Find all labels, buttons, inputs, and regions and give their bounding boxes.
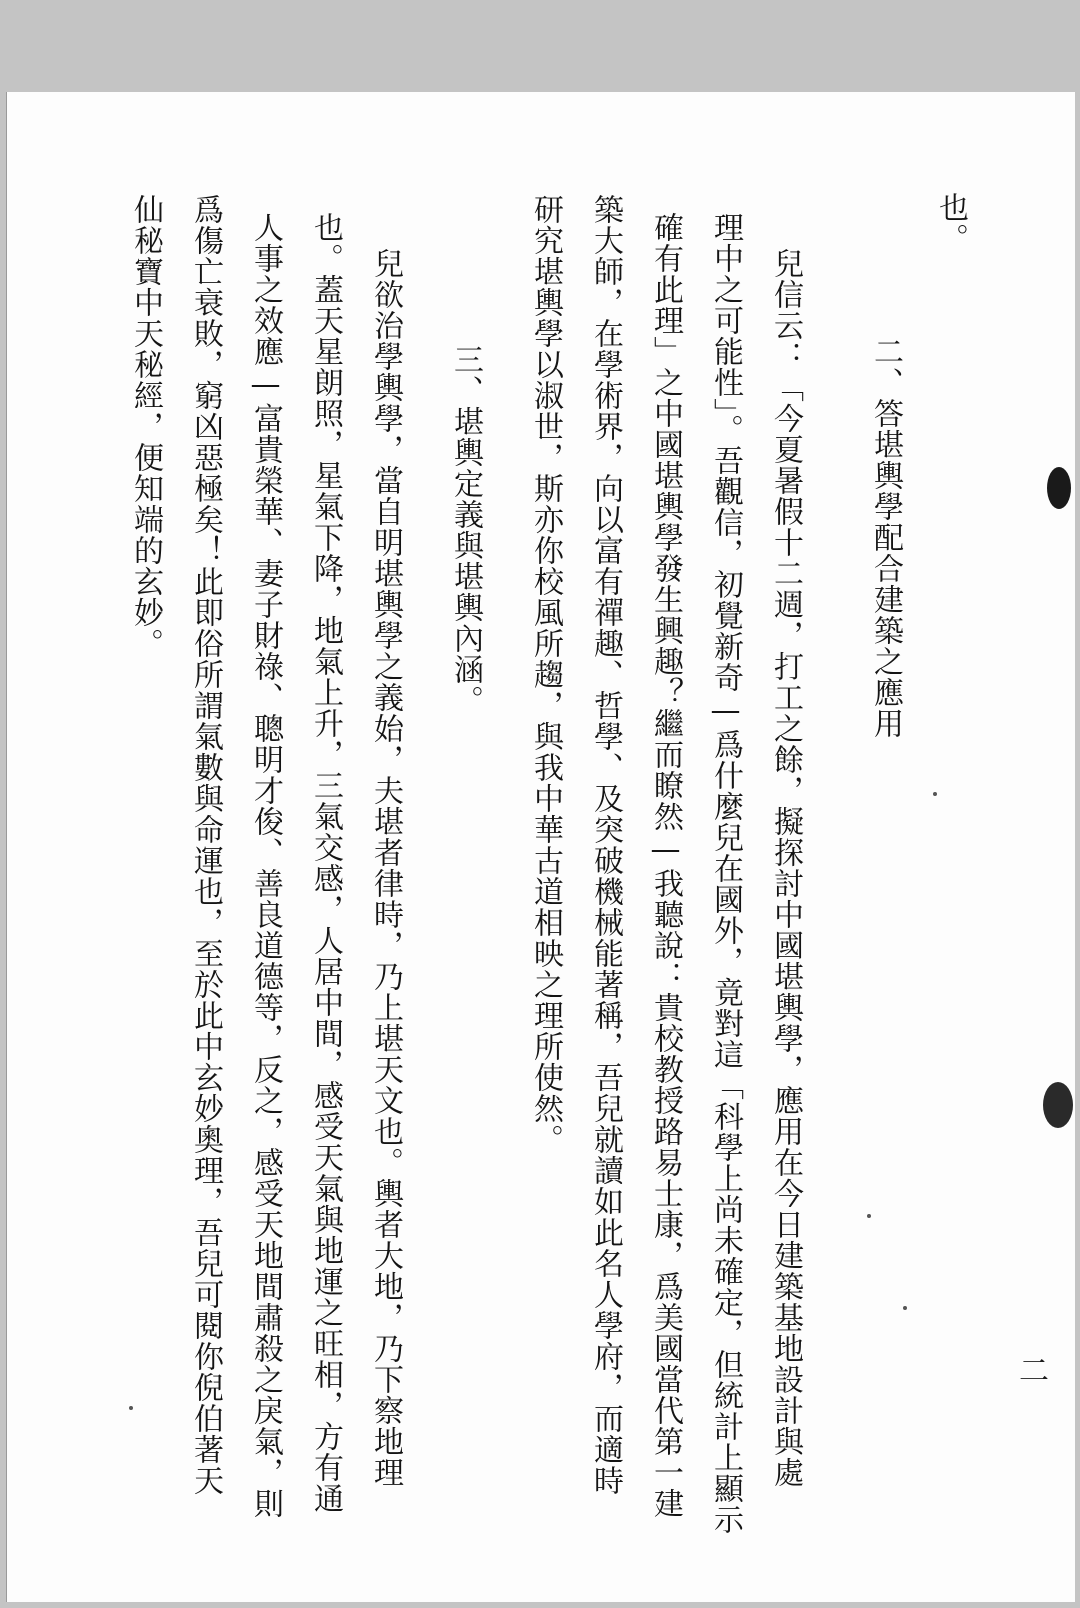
text-column-10: 也。蓋天星朗照，星氣下降，地氣上升，三氣交感，人居中間，感受天氣與地運之旺相，方有通 (308, 212, 343, 1514)
text-column-11: 人事之效應—富貴榮華、妻子財祿、聰明才俊、善良道德等，反之，感受天地間肅殺之戾氣，則 (248, 212, 283, 1519)
text-column-7: 研究堪輿學以淑世，斯亦你校風所趨，與我中華古道相映之理所使然。 (528, 194, 563, 1155)
text-column-4: 理中之可能性」。吾觀信，初覺新奇—爲什麼兒在國外，竟對這「科學上尚未確定，但統計上顯示 (708, 212, 743, 1535)
text-column-13: 仙秘寶中天秘經，便知端的玄妙。 (128, 194, 163, 659)
text-column-3: 兒信云：「今夏暑假十二週，打工之餘，擬探討中國堪輿學，應用在今日建築基地設計與處 (768, 248, 803, 1488)
binding-hole-mark (1043, 1082, 1073, 1128)
section-heading-3: 三、堪輿定義與堪輿內涵。 (448, 344, 483, 716)
text-column-6: 築大師，在學術界，向以富有禪趣、哲學、及突破機械能著稱，吾兒就讀如此名人學府，而適時 (588, 194, 623, 1496)
scan-speck (129, 1406, 133, 1410)
text-column-12: 爲傷亡衰敗，窮凶惡極矣！此即俗所謂氣數與命運也，至於此中玄妙奧理，吾兒可閱你倪伯著天 (188, 194, 223, 1496)
binding-hole-mark (1047, 467, 1071, 509)
scan-speck (903, 1306, 907, 1310)
page-number: 二 (1019, 1354, 1049, 1389)
scanned-page (6, 92, 1075, 1602)
section-heading-2: 二、答堪輿學配合建築之應用 (868, 336, 903, 739)
text-column-1: 也。 (933, 192, 968, 254)
text-column-5: 確有此理」之中國堪輿學發生興趣？繼而瞭然—我聽說：貴校教授路易士康，爲美國當代第一建 (648, 212, 683, 1519)
text-column-9: 兒欲治學輿學，當自明堪輿學之義始，夫堪者律時，乃上堪天文也。輿者大地，乃下察地理 (368, 248, 403, 1488)
scan-speck (933, 792, 937, 796)
scan-speck (867, 1214, 871, 1218)
